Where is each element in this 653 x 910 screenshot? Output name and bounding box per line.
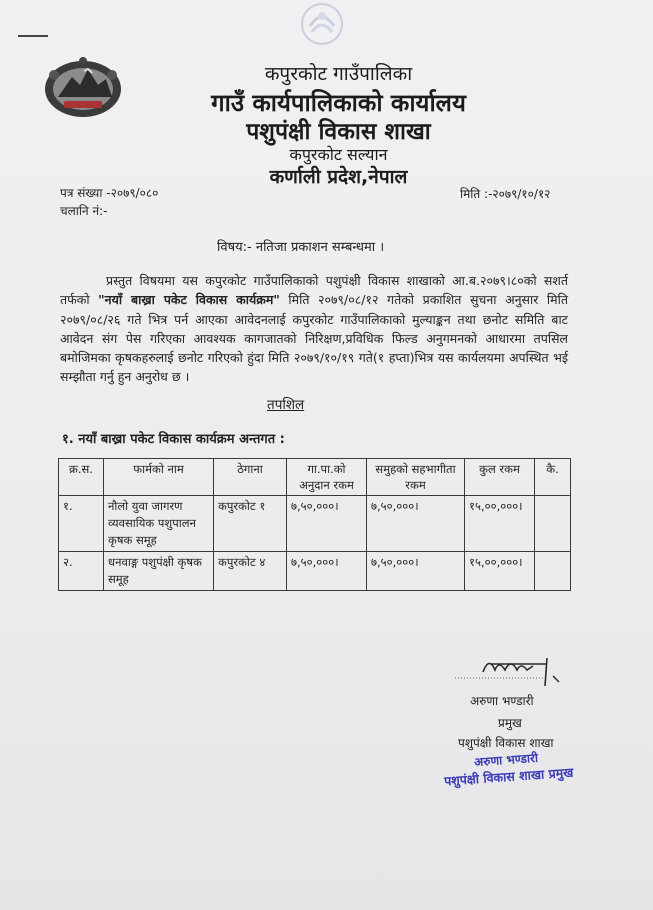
cell-grant: ७,५०,०००। — [287, 496, 367, 552]
watermark-logo — [300, 2, 344, 46]
table-header-row — [59, 459, 571, 496]
letter-date: मिति :-२०७९/१०/१२ — [460, 187, 551, 201]
table-row — [59, 552, 571, 591]
municipality-name: कपुरकोट गाउँपालिका — [264, 63, 413, 85]
col-header-remarks: कै. — [535, 459, 571, 496]
signature-area — [455, 650, 575, 690]
handwritten-signature — [455, 650, 575, 690]
col-header-grant: गा.पा.को अनुदान रकम — [287, 459, 367, 496]
cell-group-share: ७,५०,०००। — [367, 496, 465, 552]
office-location: कपुरकोट सल्यान — [289, 145, 388, 164]
cell-address: कपुरकोट ४ — [214, 552, 287, 591]
body-paragraph — [60, 271, 568, 387]
cell-remarks — [535, 552, 571, 591]
province-name: कर्णाली प्रदेश,नेपाल — [269, 166, 408, 188]
selected-farmers-table — [58, 458, 571, 591]
letter-subject: विषय:- नतिजा प्रकाशन सम्बन्धमा । — [217, 240, 385, 255]
cell-group-share: ७,५०,०००। — [367, 552, 465, 591]
cell-sn: १. — [59, 496, 104, 552]
section-title: १. नयाँ बाख्रा पकेट विकास कार्यक्रम अन्तगत : — [62, 432, 285, 447]
cell-grant: ७,५०,०००। — [287, 552, 367, 591]
col-header-sn: क्र.स. — [59, 459, 104, 496]
cell-total: १५,००,०००। — [465, 496, 535, 552]
body-text-1: प्रस्तुत विषयमा यस कपुरकोट गाउँपालिकाको पशुपंक्षी विकास शाखाको आ.ब.२०७९।८०को सशर्त तर्फको — [60, 273, 568, 308]
col-header-farm-name: फार्मको नाम — [104, 459, 214, 496]
col-header-group-share: समुहको सहभागीता रकम — [367, 459, 465, 496]
signatory-branch: पशुपंक्षी विकास शाखा — [458, 736, 554, 750]
signatory-title: प्रमुख — [498, 716, 522, 730]
cell-address: कपुरकोट १ — [214, 496, 287, 552]
col-header-total: कुल रकम — [465, 459, 535, 496]
branch-name: पशुपंक्षी विकास शाखा — [246, 119, 431, 145]
cell-farm-name: धनवाङ्ग पशुपंक्षी कृषक समूह — [104, 552, 214, 591]
letter-number: पत्र संख्या -२०७९/०८० — [60, 186, 159, 200]
cell-total: १५,००,०००। — [465, 552, 535, 591]
details-heading: तपशिल — [267, 397, 305, 413]
cell-remarks — [535, 496, 571, 552]
cell-sn: २. — [59, 552, 104, 591]
office-name: गाउँ कार्यपालिकाको कार्यालय — [211, 89, 466, 117]
table-row — [59, 496, 571, 552]
stamp-name: अरुणा भण्डारी — [473, 750, 539, 770]
body-text-2: मिति २०७९/०८/१२ गतेको प्रकाशित सुचना अनुसार मिति २०७९/०८/२६ गते भित्र पर्न आएका आवेदनलाई कपुरकोट गाउँपालिकाको मुल्याङ्कन तथा छनोट समिति बाट आवेदन संग पेस गरिएका आवश्यक कागजातको निरिक्षण,प्रविधिक फिल्ड अनुगमनको आधारमा तपसिल बमोजिमका कृषकहरुलाई छनोट गरिएको हुंदा मिति २०७९/१०/१९ गते(१ हप्ता)भित्र यस कार्यलयमा अपस्थित भई सम्झौता गर्नु हुन अनुरोध छ । — [60, 292, 568, 385]
col-header-address: ठेगाना — [214, 459, 287, 496]
dispatch-number: चलानि नं:- — [60, 204, 108, 218]
stamp-title: पशुपंक्षी विकास शाखा प्रमुख — [443, 764, 574, 789]
signatory-name: अरुणा भण्डारी — [470, 694, 534, 708]
cell-farm-name: नौलो युवा जागरण व्यवसायिक पशुपालन कृषक समूह — [104, 496, 214, 552]
pen-mark — [18, 35, 48, 37]
program-name: "नयाँ बाख्रा पकेट विकास कार्यक्रम" — [98, 292, 280, 308]
